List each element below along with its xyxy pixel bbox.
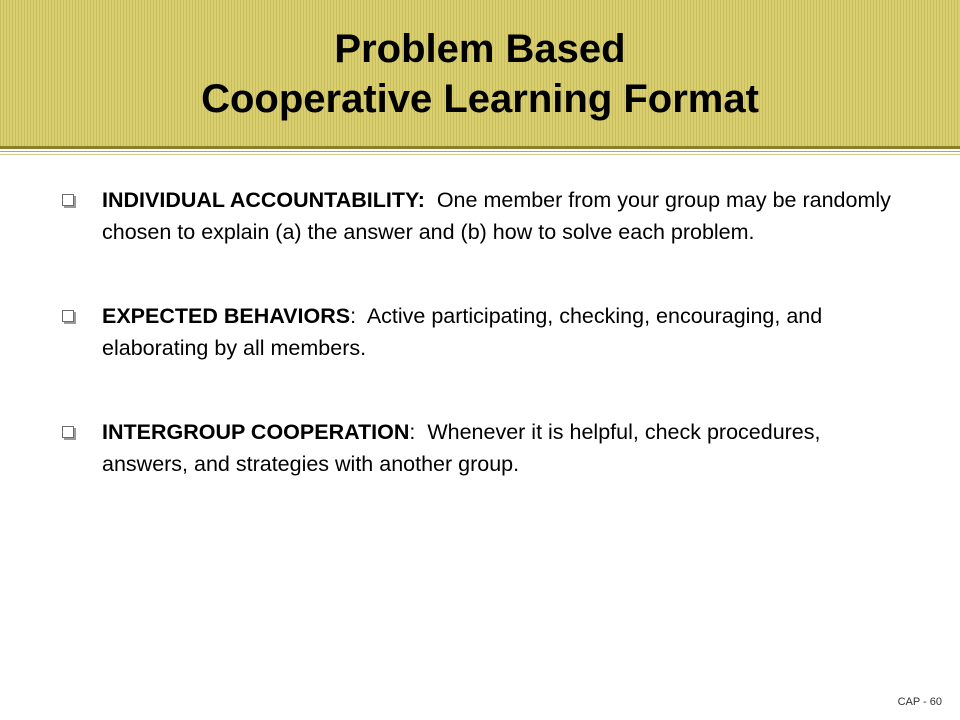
bullet-text: One member from your group may be randomly chosen to explain (a) the answer and (b) how to solve each problem. bbox=[102, 188, 897, 244]
bullet-text: : Active participating, checking, encouraging, and elaborating by all members. bbox=[102, 304, 829, 360]
bullet-heading: INTERGROUP COOPERATION bbox=[102, 420, 410, 444]
bullet-item-expected-behaviors bbox=[62, 300, 892, 364]
slide-title-line-1: Problem Based bbox=[334, 27, 626, 71]
checkbox-bullet-icon bbox=[62, 310, 74, 322]
bullet-heading: EXPECTED BEHAVIORS bbox=[102, 304, 351, 328]
checkbox-bullet-icon bbox=[62, 426, 74, 438]
slide-footer: CAP - 60 bbox=[897, 696, 942, 708]
bullet-heading: INDIVIDUAL ACCOUNTABILITY: bbox=[102, 188, 425, 212]
title-divider-faint bbox=[0, 154, 960, 155]
bullet-list bbox=[62, 184, 897, 532]
slide-title-line-2: Cooperative Learning Format bbox=[201, 77, 759, 121]
slide-title bbox=[0, 24, 960, 124]
title-divider-thin bbox=[0, 151, 960, 152]
bullet-item-intergroup-cooperation bbox=[62, 416, 892, 480]
checkbox-bullet-icon bbox=[62, 194, 74, 206]
bullet-text: : Whenever it is helpful, check procedures, answers, and strategies with another group. bbox=[102, 420, 827, 476]
title-divider bbox=[0, 146, 960, 149]
bullet-item-individual-accountability bbox=[62, 184, 897, 248]
